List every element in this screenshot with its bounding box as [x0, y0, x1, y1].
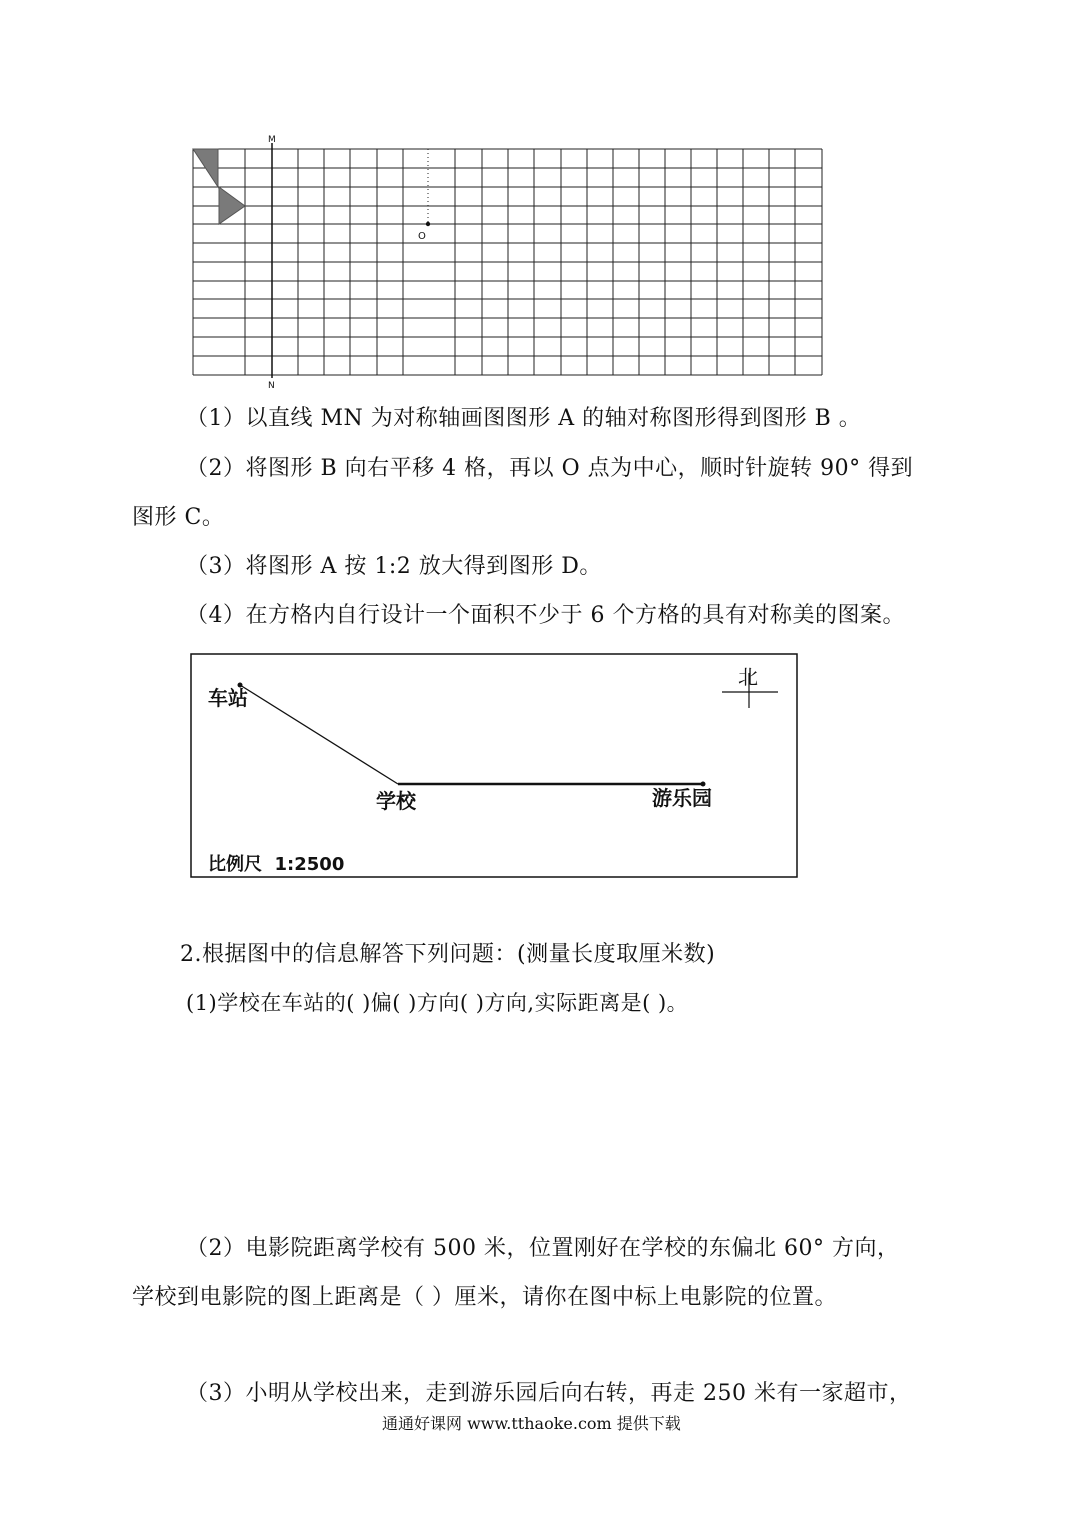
- park-label: 游乐园: [652, 786, 712, 810]
- point-o: [426, 222, 430, 226]
- label-m: M: [268, 135, 276, 145]
- problem1-item1: （1）以直线 MN 为对称轴画图图形 A 的轴对称图形得到图形 B 。: [186, 406, 862, 431]
- problem1-item2-line1: （2）将图形 B 向右平移 4 格，再以 O 点为中心，顺时针旋转 90° 得到: [186, 456, 914, 481]
- problem2-q2-line1: （2）电影院距离学校有 500 米，位置刚好在学校的东偏北 60° 方向，: [186, 1236, 900, 1261]
- scale-label: 比例尺 1:2500: [208, 854, 345, 875]
- problem2-q3: （3）小明从学校出来，走到游乐园后向右转，再走 250 米有一家超市，: [186, 1381, 912, 1406]
- label-n: N: [268, 381, 275, 391]
- label-o: O: [418, 231, 426, 242]
- north-label: 北: [738, 665, 758, 689]
- school-label: 学校: [376, 789, 416, 813]
- map-figure: [0, 640, 1087, 890]
- route-station-school: [240, 685, 398, 784]
- problem2-q1: (1)学校在车站的( )偏( )方向( )方向,实际距离是( )。: [186, 991, 689, 1015]
- shape-a-bottom: [219, 187, 245, 224]
- grid-figure: [0, 0, 1087, 400]
- station-label: 车站: [208, 686, 248, 710]
- map-frame: [191, 654, 797, 877]
- grid-lines: [193, 149, 822, 375]
- problem2-title: 2.根据图中的信息解答下列问题：(测量长度取厘米数): [180, 942, 716, 967]
- footer-credit: 通通好课网 www.tthaoke.com 提供下载: [382, 1414, 681, 1433]
- problem2-q2-line2: 学校到电影院的图上距离是（ ）厘米，请你在图中标上电影院的位置。: [132, 1285, 837, 1310]
- problem1-item2-line2: 图形 C。: [132, 505, 225, 530]
- problem1-item3: （3）将图形 A 按 1:2 放大得到图形 D。: [186, 554, 602, 579]
- problem1-item4: （4）在方格内自行设计一个面积不少于 6 个方格的具有对称美的图案。: [186, 603, 905, 628]
